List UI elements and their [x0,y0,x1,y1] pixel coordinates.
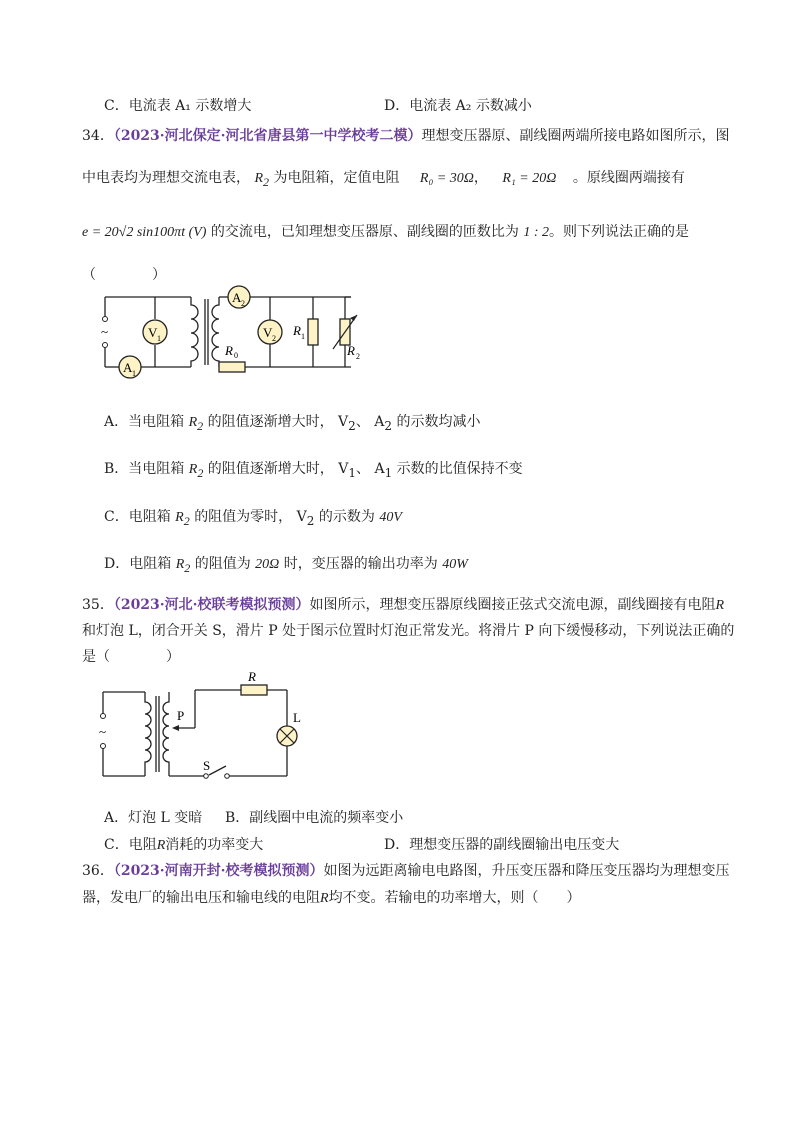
question-number: 34． [82,128,114,144]
svg-text:A: A [123,360,133,375]
svg-text:2: 2 [356,352,360,361]
terminal-icon [103,317,108,322]
q35-stem-line2: 和灯泡 L，闭合开关 S，滑片 P 处于图示位置时灯泡正常发光。将滑片 P 向下缓慢移动，下列说法正确的 [82,623,735,639]
svg-text:R: R [248,670,256,684]
value-40v: 40V [379,510,402,525]
question-number: 36． [82,863,114,879]
ammeter-a1-icon [119,356,141,378]
svg-text:2: 2 [241,299,245,308]
q35-option-a: A．灯泡 L 变暗 [104,810,203,826]
resistor-r0-icon [219,343,245,372]
voltmeter-v2-icon [258,320,282,344]
q34-option-a: A．当电阻箱 $R_2$ 的阻值逐渐增大时， $V_2$、 $A_2$ 的示数均减小 [104,414,481,433]
symbol-r2: $R_2$ [188,462,204,480]
value-20ohm: 20Ω [255,557,280,572]
svg-text:R: R [225,343,233,358]
q34-stem-line1 [82,127,730,145]
svg-text:A: A [232,290,242,305]
q35-circuit-diagram [95,670,305,782]
stem-text: 的交流电，已知理想变压器原、副线圈的匝数比为 [210,224,519,240]
lamp-l-icon [277,710,301,746]
q34-stem-line3 [82,223,689,242]
ac-source-symbol: ~ [101,324,109,339]
svg-text:1: 1 [301,332,305,341]
stem-text: 。则下列说法正确的是 [549,224,690,240]
terminal-icon [103,343,108,348]
symbol-v2: $V_2$ [338,414,356,433]
q34-circuit-diagram [95,285,365,385]
svg-text:0: 0 [234,351,238,360]
formula-r0: R₀ = 30Ω [419,171,474,186]
question-number: 35． [82,597,114,613]
svg-text:2: 2 [272,334,276,343]
q35-option-b: B．副线圈中电流的频率变小 [225,810,404,826]
svg-text:1: 1 [132,369,136,378]
switch-terminal-icon [225,774,230,779]
terminal-icon [101,744,106,749]
stem-text: 为电阻箱，定值电阻 [273,170,400,186]
stem-text: 。原线圈两端接有 [572,170,685,186]
symbol-r2: $R_2$ [175,510,190,528]
question-source: （2023·河北·校联考模拟预测） [113,597,310,613]
svg-text:V: V [263,325,273,340]
symbol-a1: $A_1$ [374,461,393,480]
q35-stem-line3: 是（ ） [82,649,180,665]
formula-emf: e = 20√2 sin100πt (V) [82,225,207,240]
symbol-r2: $R_2$ [188,415,204,433]
voltmeter-v1-icon [143,320,167,344]
formula-ratio: 1 : 2 [523,225,550,240]
q34-stem-line2: 中电表均为理想交流电表， $R_2$ 为电阻箱，定值电阻 R₀ = 30Ω， R₁ = 20Ω 。原线圈两端接有 [82,170,685,189]
resistor-r-icon [241,670,267,695]
q33-option-d: D．电流表 A₂ 示数减小 [384,98,532,114]
q34-option-d: D．电阻箱 $R_2$ 的阻值为 20Ω 时，变压器的输出功率为 40W [104,556,468,575]
symbol-r2: $R_2$ [175,557,191,575]
q35-option-d: D．理想变压器的副线圈输出电压变大 [384,837,620,853]
slider-p-label: P [177,708,185,723]
ammeter-a2-icon [228,286,250,308]
svg-text:V: V [148,325,158,340]
symbol-r: R [715,598,725,613]
switch-s-label: S [203,758,211,773]
symbol-r: R [156,838,166,853]
q33-option-c: C．电流表 A₁ 示数增大 [104,98,252,114]
question-source: （2023·河南开封·校考模拟预测） [113,863,324,879]
switch-terminal-icon [204,774,209,779]
terminal-icon [101,714,106,719]
svg-text:R: R [293,323,301,338]
svg-text:1: 1 [157,334,161,343]
svg-text:R: R [347,343,355,358]
formula-r1: R₁ = 20Ω [502,171,557,186]
q35-option-c: C．电阻R消耗的功率变大 [104,837,264,853]
question-source: （2023·河北保定·河北省唐县第一中学校考二模） [113,128,422,144]
symbol-v1: $V_1$ [338,461,356,480]
resistor-r1-icon [292,319,318,345]
stem-text: 中电表均为理想交流电表， [82,170,250,186]
ac-source-symbol: ~ [99,724,107,739]
stem-text: 理想变压器原、副线圈两端所接电路如图所示，图 [421,128,730,144]
svg-text:L: L [293,710,301,725]
symbol-r2: $R_2$ [254,171,270,189]
value-40w: 40W [442,557,468,572]
q35-stem-line1: 35．（2023·河北·校联考模拟预测）如图所示，理想变压器原线圈接正弦式交流电源，副线圈接有电阻R [82,597,725,613]
symbol-r: R [320,891,329,906]
variable-resistor-r2-icon [333,315,360,361]
q34-option-b: B．当电阻箱 $R_2$ 的阻值逐渐增大时， $V_1$、 $A_1$ 示数的比值保持不变 [104,461,523,480]
q36-stem-line2: 器，发电厂的输出电压和输电线的电阻R均不变。若输电的功率增大，则（ ） [82,890,581,906]
q34-answer-paren: （ ） [82,267,166,283]
symbol-v2: $V_2$ [296,509,315,528]
symbol-a2: $A_2$ [374,414,393,433]
q34-option-c: C．电阻箱 $R_2$ 的阻值为零时， $V_2$ 的示数为 40V [104,509,402,528]
q36-stem-line1: 36．（2023·河南开封·校考模拟预测）如图为远距离输电电路图，升压变压器和降压变压器均为理想变压 [82,863,730,879]
